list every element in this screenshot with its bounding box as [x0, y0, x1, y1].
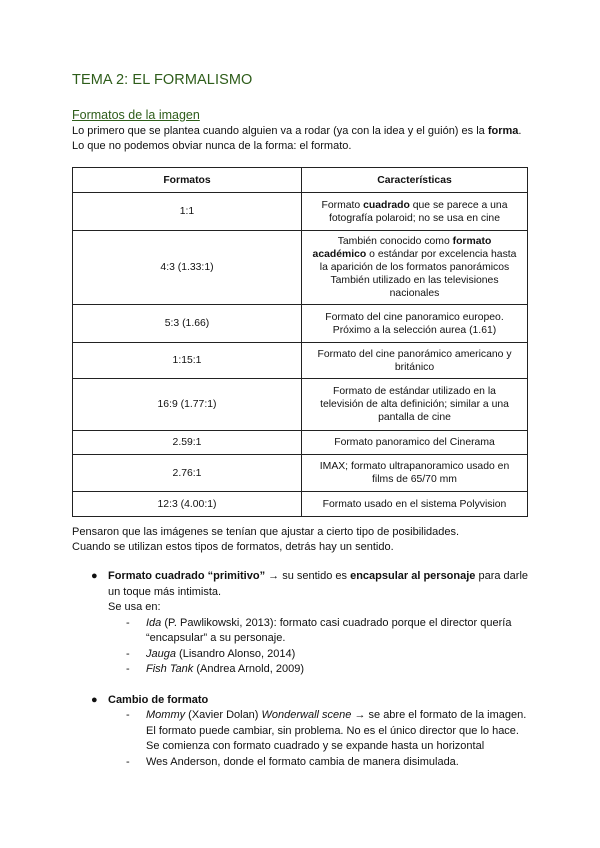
dash-icon: -	[126, 709, 130, 721]
table-row	[73, 305, 528, 343]
characteristics-cell: IMAX; formato ultrapanoramico usado en films de 65/70 mm	[302, 455, 528, 492]
cell-text: Formato	[321, 199, 364, 211]
list-item	[72, 647, 532, 663]
page-title: TEMA 2: EL FORMALISMO	[72, 72, 253, 88]
format-cell: 5:3 (1.66)	[73, 305, 302, 343]
cell-text: También conocido como	[337, 236, 453, 247]
table-row	[73, 379, 528, 431]
header-formatos: Formatos	[73, 168, 302, 193]
film-title: Fish Tank	[146, 663, 194, 675]
after-table-paragraph	[72, 525, 532, 555]
bullet-bold: encapsular al personaje	[350, 570, 476, 582]
list-item-formato-cuadrado	[72, 569, 532, 616]
film-detail: (Xavier Dolan)	[185, 709, 262, 721]
table-row	[73, 431, 528, 455]
film-title: Jauga	[146, 647, 176, 660]
bullet-bold: Cambio de formato	[108, 693, 209, 706]
header-caracteristicas: Características	[302, 168, 528, 193]
characteristics-cell: Formato usado en el sistema Polyvision	[302, 492, 528, 517]
table-row	[73, 193, 528, 231]
bullet-bold: Formato cuadrado “primitivo”	[108, 570, 266, 582]
list-item	[72, 616, 532, 647]
cell-text: que se parece a una fotografía polaroid; no se usa en cine	[329, 199, 508, 224]
table-header-row	[73, 168, 528, 193]
cell-bold: cuadrado	[363, 199, 410, 211]
intro-line-1-text: Lo primero que se plantea cuando alguien va a rodar (ya con la idea y el guión) es la	[72, 125, 488, 137]
film-title: Mommy	[146, 709, 186, 721]
scene-title: Wonderwall scene	[261, 709, 352, 721]
characteristics-cell: Formato del cine panoramico europeo. Próximo a la selección aurea (1.61)	[302, 305, 528, 343]
table-row	[73, 343, 528, 379]
film-detail: (Lisandro Alonso, 2014)	[175, 647, 296, 660]
format-cell: 2.59:1	[73, 431, 302, 455]
format-cell: 16:9 (1.77:1)	[73, 379, 302, 431]
format-cell: 12:3 (4.00:1)	[73, 492, 302, 517]
film-detail: (Andrea Arnold, 2009)	[193, 663, 304, 675]
cell-bold: formato académico	[312, 236, 492, 260]
dash-icon: -	[126, 647, 130, 660]
bullet-text: → su sentido es	[265, 570, 351, 582]
intro-paragraph	[72, 124, 532, 154]
characteristics-cell: Formato del cine panorámico americano y británico	[302, 343, 528, 379]
film-detail: → se abre el formato de la imagen. El formato puede cambiar, sin problema. No es el único director que lo hace. Se comienza con formato cuadrado y se expande hasta un horizontal	[146, 709, 527, 752]
formats-table	[72, 167, 528, 517]
list-item-cambio-formato	[72, 693, 532, 709]
intro-line-2: Lo que no podemos obviar nunca de la forma: el formato.	[72, 140, 352, 152]
after-table-line-1: Pensaron que las imágenes se tenían que ajustar a cierto tipo de posibilidades.	[72, 526, 460, 538]
bullet-icon: ●	[91, 693, 98, 706]
section-heading: Formatos de la imagen	[72, 108, 200, 122]
dash-icon: -	[126, 663, 130, 675]
dash-icon: -	[126, 616, 130, 629]
used-in-label: Se usa en:	[108, 601, 161, 613]
item-text: Wes Anderson, donde el formato cambia de manera disimulada.	[146, 755, 459, 768]
intro-line-1-end: .	[518, 125, 522, 137]
characteristics-cell: Formato panoramico del Cinerama	[302, 431, 528, 455]
table-row	[73, 231, 528, 305]
characteristics-cell: Formato de estándar utilizado en la televisión de alta definición; similar a una pantalla de cine	[302, 379, 528, 431]
after-table-line-2: Cuando se utilizan estos tipos de formatos, detrás hay un sentido.	[72, 541, 394, 553]
format-cell: 1:15:1	[73, 343, 302, 379]
characteristics-cell	[302, 193, 528, 231]
characteristics-cell	[302, 231, 528, 305]
list-item	[72, 755, 532, 771]
format-cell: 4:3 (1.33:1)	[73, 231, 302, 305]
dash-icon: -	[126, 755, 130, 768]
bullet-icon: ●	[91, 570, 98, 582]
intro-line-1-bold: forma	[487, 125, 519, 137]
format-cell: 1:1	[73, 193, 302, 231]
table-row	[73, 455, 528, 492]
film-detail: (P. Pawlikowski, 2013): formato casi cuadrado porque el director quería “encapsular” a su personaje.	[146, 616, 512, 644]
intro-line-1	[72, 124, 532, 139]
format-cell: 2.76:1	[73, 455, 302, 492]
list-item	[72, 662, 532, 678]
table-row	[73, 492, 528, 517]
bullet-text: para darle un toque más intimista.	[108, 570, 529, 598]
bullet-list	[72, 569, 532, 770]
list-item	[72, 708, 532, 755]
film-title: Ida	[146, 616, 162, 629]
cell-text: o estándar por excelencia hasta la aparición de los formatos panorámicos También utilizado en las televisiones nacionales	[319, 249, 517, 299]
